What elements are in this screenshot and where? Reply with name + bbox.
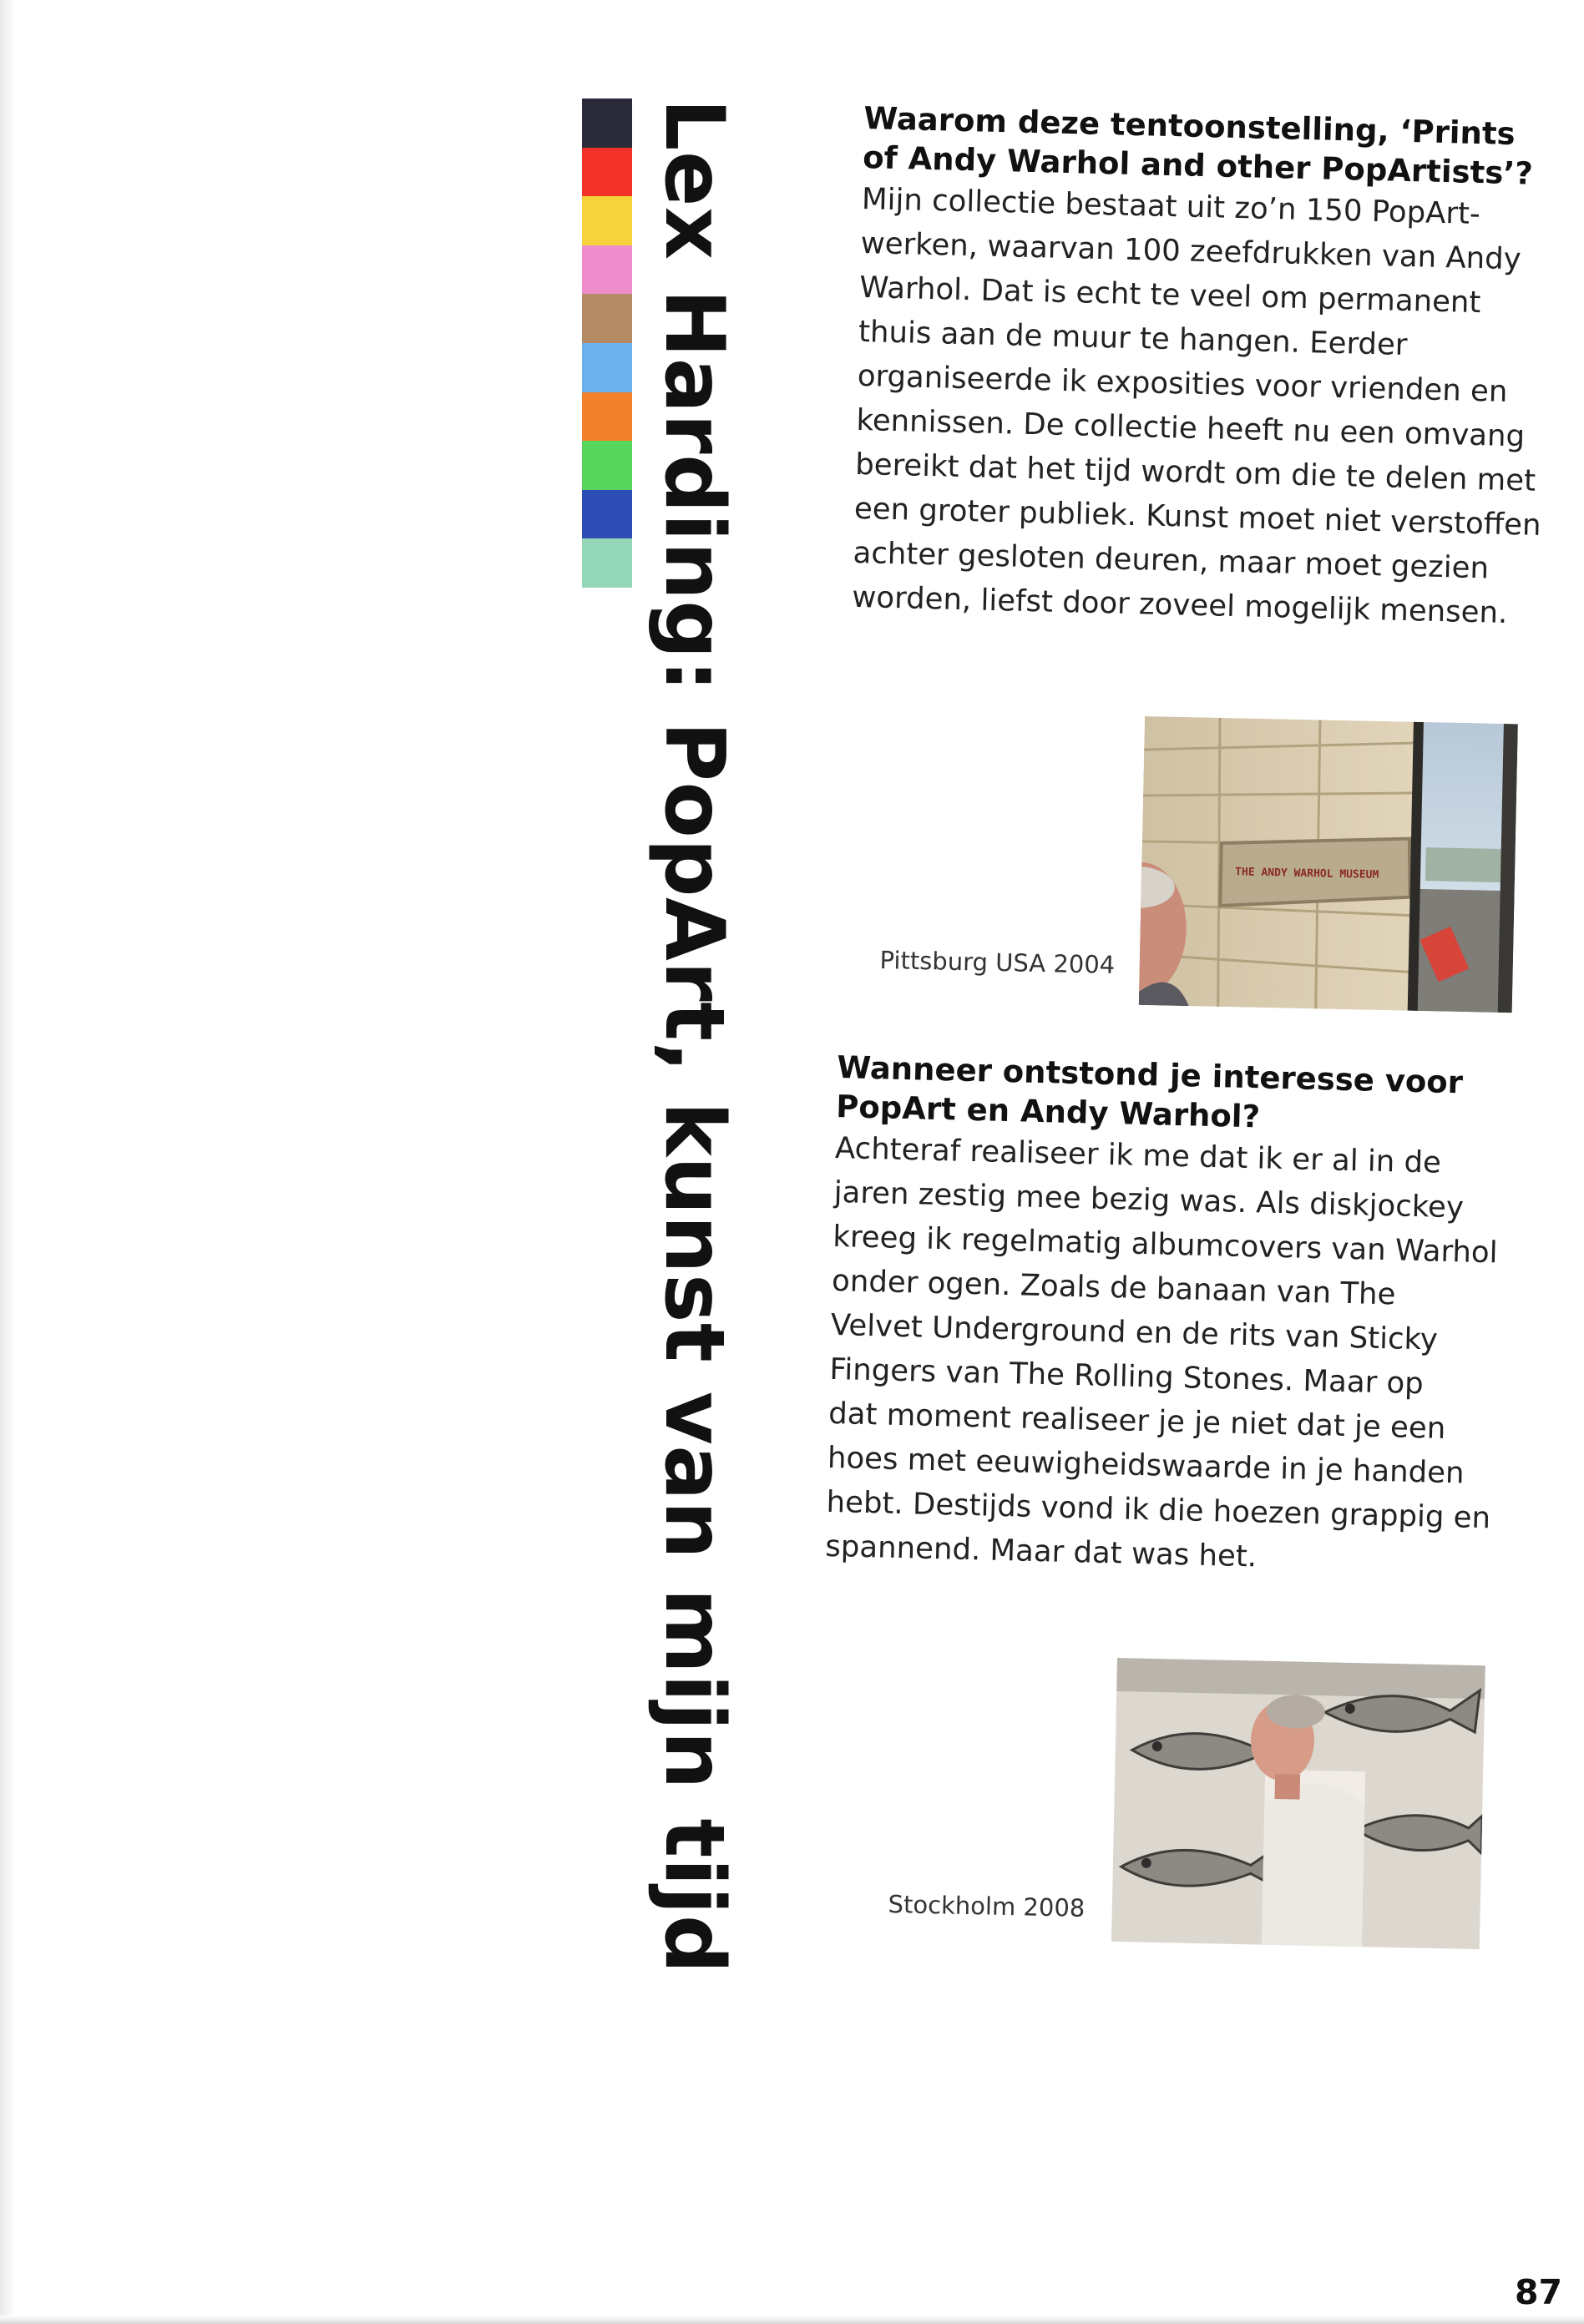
color-swatch bbox=[582, 196, 632, 245]
question-line: of Andy Warhol and other PopArtists’? bbox=[862, 139, 1534, 192]
qa-section-2 bbox=[825, 1048, 1502, 1584]
page-edge-shadow bbox=[0, 0, 15, 2324]
answer-line: hebt. Destijds vond ik die hoezen grappig en bbox=[826, 1484, 1491, 1536]
answer-line: werken, waarvan 100 zeefdrukken van Andy bbox=[860, 225, 1522, 277]
answer-line: kreeg ik regelmatig albumcovers van Warhol bbox=[832, 1219, 1499, 1271]
answer-line: Achteraf realiseer ik me dat ik er al in de bbox=[834, 1130, 1442, 1180]
color-swatch bbox=[582, 392, 632, 442]
color-swatch bbox=[582, 245, 632, 295]
answer-line: bereikt dat het tijd wordt om die te delen met bbox=[854, 447, 1536, 498]
color-swatch bbox=[582, 343, 632, 392]
answer-line: jaren zestig mee bezig was. Als diskjockey bbox=[833, 1175, 1465, 1225]
photo-warhol-museum bbox=[1139, 716, 1518, 1013]
answer-line: thuis aan de muur te hangen. Eerder bbox=[858, 314, 1408, 362]
color-swatch bbox=[582, 294, 632, 343]
color-swatch bbox=[582, 538, 632, 588]
question-line: Waarom deze tentoonstelling, ‘Prints bbox=[863, 99, 1516, 153]
answer-line: dat moment realiseer je je niet dat je een bbox=[827, 1396, 1446, 1446]
museum-sign-text: THE ANDY WARHOL MUSEUM bbox=[1234, 866, 1379, 882]
answer-line: achter gesloten deuren, maar moet gezien bbox=[853, 535, 1490, 586]
photo-caption: Pittsburg USA 2004 bbox=[879, 946, 1116, 979]
answer-line: Fingers van The Rolling Stones. Maar op bbox=[829, 1351, 1425, 1402]
photo-caption: Stockholm 2008 bbox=[888, 1890, 1086, 1922]
answer-line: organiseerde ik exposities voor vrienden en bbox=[857, 358, 1508, 409]
photo-fish-prints bbox=[1111, 1658, 1485, 1949]
color-swatch bbox=[582, 99, 632, 148]
qa-section-1 bbox=[852, 99, 1551, 636]
answer-line: onder ogen. Zoals de banaan van The bbox=[831, 1263, 1396, 1312]
answer-line: hoes met eeuwigheidswaarde in je handen bbox=[827, 1440, 1465, 1491]
page-bottom-edge bbox=[0, 2316, 1584, 2324]
answer-line: worden, liefst door zoveel mogelijk mensen. bbox=[851, 579, 1508, 630]
answer-line: spannend. Maar dat was het. bbox=[824, 1528, 1258, 1574]
color-strip bbox=[582, 99, 632, 588]
answer-text bbox=[852, 177, 1549, 636]
answer-text bbox=[825, 1126, 1500, 1584]
question-line: PopArt en Andy Warhol? bbox=[835, 1088, 1261, 1135]
answer-line: kennissen. De collectie heeft nu een omvang bbox=[856, 402, 1526, 454]
color-swatch bbox=[582, 148, 632, 197]
question-line: Wanneer ontstond je interesse voor bbox=[836, 1048, 1464, 1101]
answer-line: Mijn collectie bestaat uit zo’n 150 PopArt- bbox=[861, 181, 1481, 232]
color-swatch bbox=[582, 441, 632, 490]
page-number: 87 bbox=[1514, 2272, 1562, 2312]
color-swatch bbox=[582, 490, 632, 539]
answer-line: Warhol. Dat is echt te veel om permanent bbox=[858, 270, 1481, 321]
answer-line: een groter publiek. Kunst moet niet verstoffen bbox=[853, 491, 1542, 543]
answer-line: Velvet Underground en de rits van Sticky bbox=[830, 1307, 1439, 1357]
article-title: Lex Harding: PopArt, kunst van mijn tijd bbox=[646, 99, 741, 1974]
